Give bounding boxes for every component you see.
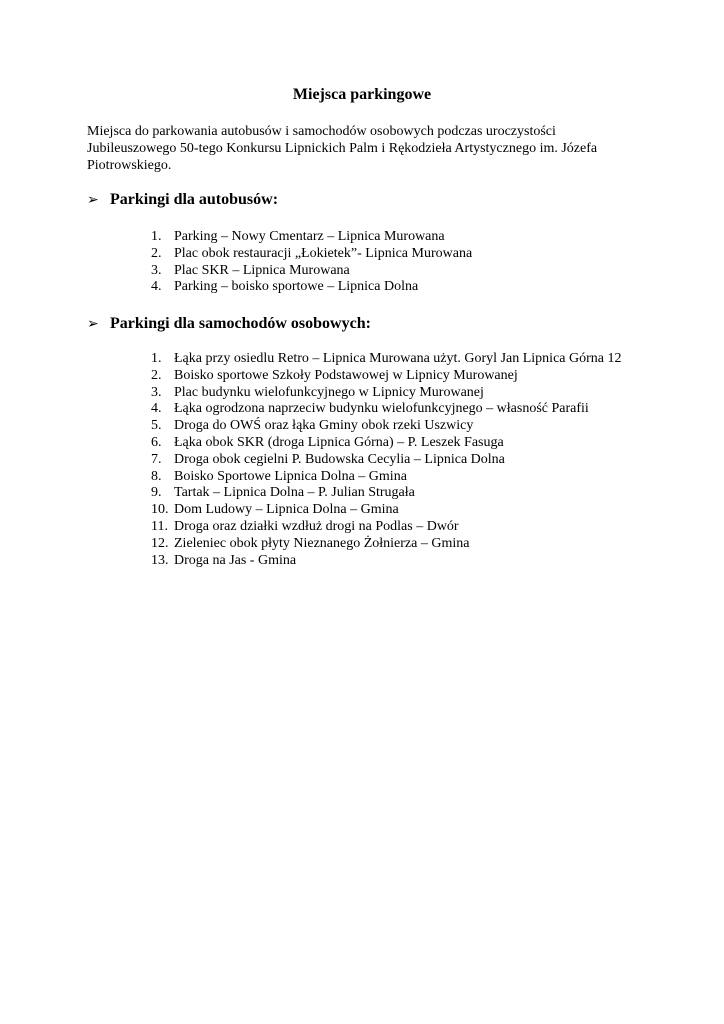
item-number: 13. bbox=[151, 552, 169, 568]
list-item bbox=[151, 385, 631, 402]
list-item bbox=[151, 263, 631, 280]
item-text: Parking – boisko sportowe – Lipnica Dolna bbox=[174, 279, 419, 295]
item-text: Droga oraz działki wzdłuż drogi na Podlas – Dwór bbox=[174, 518, 459, 534]
list-item bbox=[151, 351, 631, 368]
item-number: 1. bbox=[151, 351, 162, 366]
item-text: Zieleniec obok płyty Nieznanego Żołnierza – Gmina bbox=[174, 535, 470, 551]
item-number: 1. bbox=[151, 229, 162, 244]
section-heading-buses bbox=[87, 191, 278, 209]
arrow-bullet-icon: ➢ bbox=[87, 316, 99, 332]
item-number: 2. bbox=[151, 245, 162, 261]
item-number: 3. bbox=[151, 384, 162, 400]
section-heading-cars bbox=[87, 315, 371, 333]
list-item bbox=[151, 368, 631, 385]
item-text: Parking – Nowy Cmentarz – Lipnica Murowana bbox=[174, 229, 445, 244]
item-text: Droga na Jas - Gmina bbox=[174, 552, 297, 568]
list-item bbox=[151, 485, 631, 502]
list-item bbox=[151, 536, 631, 553]
bus-parking-list bbox=[151, 229, 631, 296]
item-text: Łąka ogrodzona naprzeciw budynku wielofunkcyjnego – własność Parafii bbox=[174, 401, 589, 417]
section-heading-label: Parkingi dla autobusów: bbox=[110, 191, 279, 208]
item-number: 9. bbox=[151, 485, 162, 501]
list-item bbox=[151, 435, 631, 452]
item-text: Plac budynku wielofunkcyjnego w Lipnicy Murowanej bbox=[174, 384, 484, 400]
item-text: Plac obok restauracji „Łokietek”- Lipnica Murowana bbox=[174, 245, 473, 261]
section-heading-label: Parkingi dla samochodów osobowych: bbox=[110, 315, 371, 332]
list-item bbox=[151, 502, 631, 519]
item-number: 6. bbox=[151, 434, 162, 450]
item-number: 10. bbox=[151, 502, 169, 518]
item-number: 3. bbox=[151, 262, 162, 278]
item-text: Droga obok cegielni P. Budowska Cecylia – Lipnica Dolna bbox=[174, 451, 505, 467]
item-number: 5. bbox=[151, 418, 162, 434]
list-item bbox=[151, 229, 631, 246]
list-item bbox=[151, 418, 631, 435]
item-number: 12. bbox=[151, 535, 169, 551]
item-number: 11. bbox=[151, 518, 168, 534]
list-item bbox=[151, 401, 631, 418]
item-number: 7. bbox=[151, 451, 162, 467]
item-text: Boisko sportowe Szkoły Podstawowej w Lipnicy Murowanej bbox=[174, 367, 518, 383]
item-number: 8. bbox=[151, 468, 162, 484]
car-parking-list bbox=[151, 351, 631, 569]
intro-paragraph: Miejsca do parkowania autobusów i samochodów osobowych podczas uroczystości Jubileuszowego 50-tego Konkursu Lipnickich Palm i Rękodzieła Artystycznego im. Józefa Piotrowskiego. bbox=[87, 124, 598, 173]
item-text: Boisko Sportowe Lipnica Dolna – Gmina bbox=[174, 468, 407, 484]
item-number: 2. bbox=[151, 367, 162, 383]
item-text: Plac SKR – Lipnica Murowana bbox=[174, 262, 350, 278]
item-number: 4. bbox=[151, 279, 162, 295]
list-item bbox=[151, 553, 631, 570]
item-text: Łąka obok SKR (droga Lipnica Górna) – P. Leszek Fasuga bbox=[174, 434, 504, 450]
item-text: Tartak – Lipnica Dolna – P. Julian Strugała bbox=[174, 485, 415, 501]
item-text: Dom Ludowy – Lipnica Dolna – Gmina bbox=[174, 502, 399, 518]
item-number: 4. bbox=[151, 401, 162, 417]
list-item bbox=[151, 469, 631, 486]
item-text: Łąka przy osiedlu Retro – Lipnica Murowana użyt. Goryl Jan Lipnica Górna 12 bbox=[174, 351, 622, 366]
list-item bbox=[151, 279, 631, 296]
page-title: Miejsca parkingowe bbox=[292, 86, 432, 103]
list-item bbox=[151, 452, 631, 469]
arrow-bullet-icon: ➢ bbox=[87, 192, 99, 208]
list-item bbox=[151, 246, 631, 263]
list-item bbox=[151, 519, 631, 536]
item-text: Droga do OWŚ oraz łąka Gminy obok rzeki Uszwicy bbox=[174, 418, 474, 434]
